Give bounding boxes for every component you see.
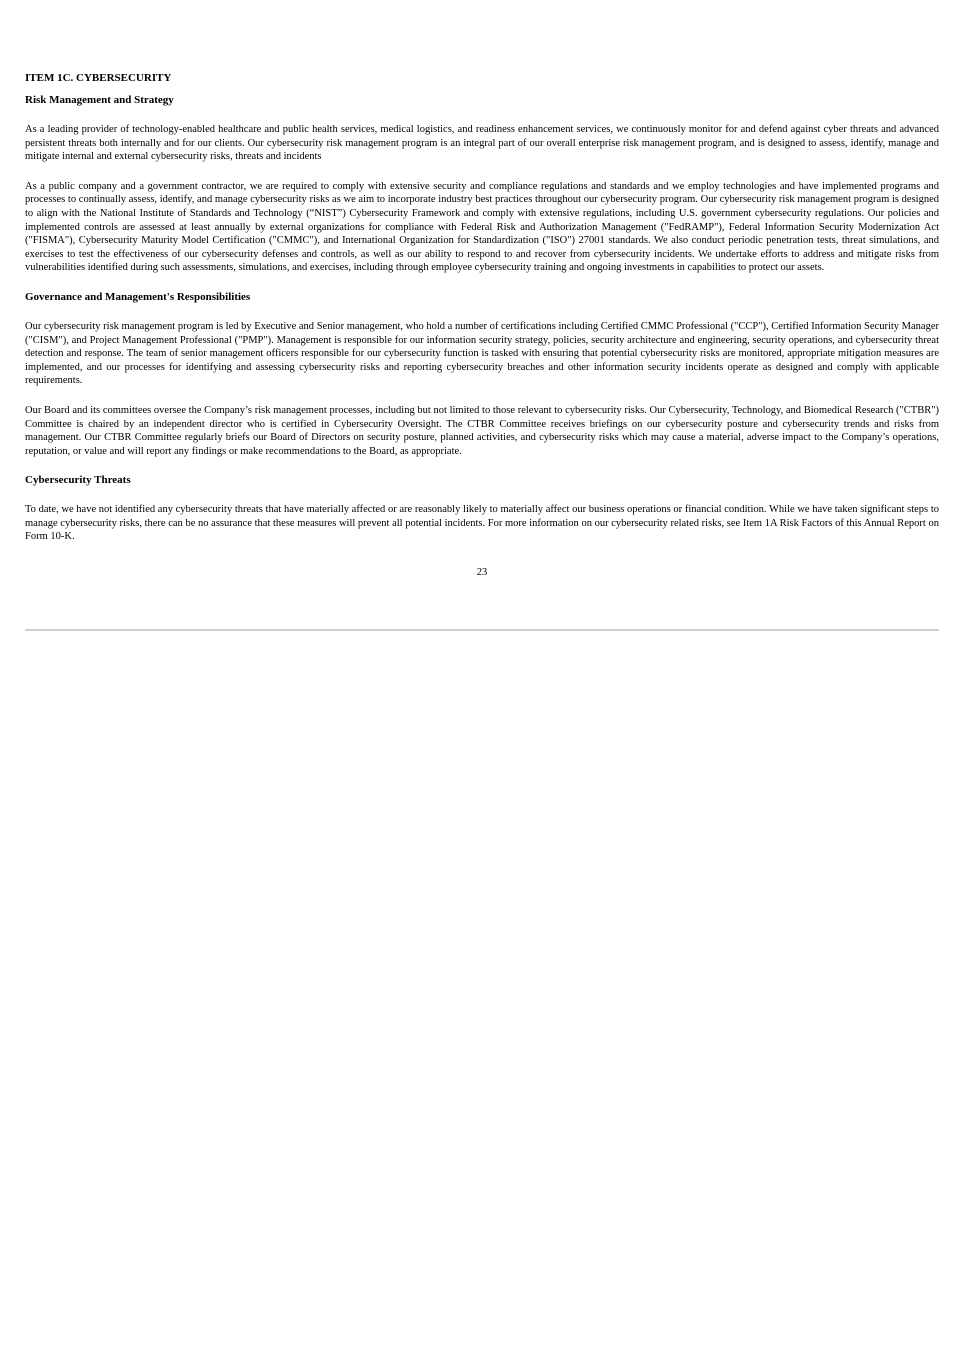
paragraph: To date, we have not identified any cybersecurity threats that have materially affected or are reasonably likely to materially affect our business operations or financial condition. While we have taken significant steps to manage cybersecurity risks, there can be no assurance that these measures will prevent all potential incidents. For more information on our cybersecurity related risks, see Item 1A Risk Factors of this Annual Report on Form 10-K. <box>25 504 939 543</box>
paragraph: As a public company and a government contractor, we are required to comply with extensive security and compliance regulations and standards and we employ technologies and have implemented programs and processes to continually assess, identify, and manage cybersecurity risks as we aim to incorporate industry best practices throughout our cybersecurity program. Our cybersecurity risk management program is designed to align with the National Institute of Standards and Technology (“NIST”) Cybersecurity Framework and comply with extensive regulations, including U.S. government cybersecurity regulations. Our policies and implemented controls are assessed at least annually by external organizations for compliance with Federal Risk and Authorization Management ("FedRAMP"), Federal Information Security Modernization Act ("FISMA"), Cybersecurity Maturity Model Certification ("CMMC"), and International Organization for Standardization ("ISO") 27001 standards. We also conduct periodic penetration tests, threat simulations, and exercises to test the effectiveness of our cybersecurity defenses and controls, as well as our ability to respond to and recover from cybersecurity incidents. We undertake efforts to address and mitigate risks from vulnerabilities identified during such assessments, simulations, and exercises, including through employee cybersecurity training and ongoing investments in capabilities to protect our assets. <box>25 180 939 274</box>
section-cybersecurity-threats <box>25 474 939 544</box>
item-title: ITEM 1C. CYBERSECURITY <box>25 72 172 84</box>
page-number: 23 <box>476 567 488 579</box>
paragraph: As a leading provider of technology-enabled healthcare and public health services, medical logistics, and readiness enhancement services, we continuously monitor for and defend against cyber threats and advanced persistent threats both internally and for our clients. Our cybersecurity risk management program is an integral part of our overall enterprise risk management program, and is designed to assess, identify, manage and mitigate internal and external cybersecurity risks, threats and incidents <box>25 124 939 163</box>
paragraph: Our cybersecurity risk management program is led by Executive and Senior management, who hold a number of certifications including Certified CMMC Professional ("CCP"), Certified Information Security Manager ("CISM"), and Project Management Professional ("PMP"). Management is responsible for our information security strategy, policies, security architecture and engineering, security operations, and cybersecurity threat detection and response. The team of senior management officers responsible for our cybersecurity function is tasked with ensuring that potential cybersecurity risks are monitored, appropriate mitigation measures are implemented, and our processes for identifying and assessing cybersecurity risks and reporting cybersecurity breaches and other information security incidents operate as designed and comply with applicable requirements. <box>25 320 939 387</box>
section-heading-risk-management: Risk Management and Strategy <box>25 94 174 106</box>
section-heading-cybersecurity-threats: Cybersecurity Threats <box>25 474 131 487</box>
section-risk-management <box>25 94 939 275</box>
paragraph: Our Board and its committees oversee the Company’s risk management processes, including but not limited to those relevant to cybersecurity risks. Our Cybersecurity, Technology, and Biomedical Research ("CTBR") Committee is chaired by an independent director who is certified in Cybersecurity Oversight. The CTBR Committee receives briefings on our cybersecurity posture and cybersecurity trends and risks from management. Our CTBR Committee regularly briefs our Board of Directors on security posture, planned activities, and cybersecurity risks which may cause a material, adverse impact to the Company’s operations, reputation, or value and will report any findings or make recommendations to the Board, as appropriate. <box>25 404 939 457</box>
section-heading-governance: Governance and Management's Responsibilities <box>25 290 251 303</box>
page-divider <box>25 629 939 631</box>
section-governance <box>25 291 939 458</box>
